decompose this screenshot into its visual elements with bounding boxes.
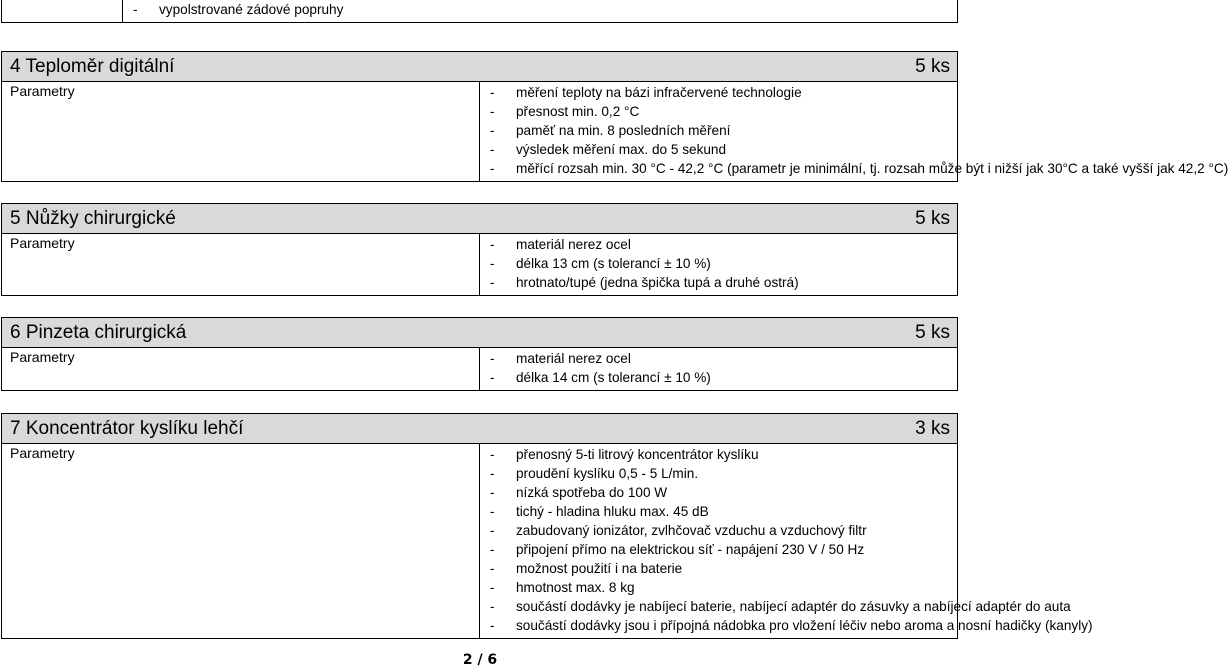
list-item: - paměť na min. 8 posledních měření	[490, 123, 731, 138]
list-item: - hmotnost max. 8 kg	[490, 580, 635, 595]
list-item: - vypolstrované zádové popruhy	[133, 2, 344, 17]
list-item: - měření teploty na bázi infračervené technologie	[490, 85, 802, 100]
list-item: - délka 14 cm (s tolerancí ± 10 %)	[490, 370, 711, 385]
section-header	[2, 414, 958, 444]
list-item: - přesnost min. 0,2 °C	[490, 104, 640, 119]
list-item: - materiál nerez ocel	[490, 351, 631, 366]
parameters-list	[480, 444, 1093, 639]
parameters-label: Parametry	[2, 444, 480, 639]
section-quantity: 3 ks	[915, 418, 950, 439]
list-item: - tichý - hladina hluku max. 45 dB	[490, 504, 709, 519]
parameters-label: Parametry	[2, 234, 480, 296]
section-header	[2, 318, 958, 348]
section-koncentrator	[1, 413, 1093, 639]
section-title: 4 Teploměr digitální	[10, 56, 175, 77]
list-item: - proudění kyslíku 0,5 - 5 L/min.	[490, 466, 699, 481]
list-item: - přenosný 5-ti litrový koncentrátor kyslíku	[490, 447, 759, 462]
parameters-label: Parametry	[2, 348, 480, 391]
section-quantity: 5 ks	[915, 56, 950, 77]
page-number: 2 / 6	[462, 652, 498, 668]
section-pinzeta	[1, 317, 958, 391]
top-item-cell	[123, 0, 958, 23]
empty-label-cell	[2, 0, 123, 23]
section-teplomer	[1, 51, 1228, 182]
section-header	[2, 52, 958, 82]
top-item-row	[1, 0, 958, 23]
list-item: - materiál nerez ocel	[490, 237, 631, 252]
list-item: - nízká spotřeba do 100 W	[490, 485, 668, 500]
section-nuzky	[1, 203, 958, 296]
section-title: 5 Nůžky chirurgické	[10, 208, 176, 229]
list-item: - výsledek měření max. do 5 sekund	[490, 142, 727, 157]
parameters-list	[480, 348, 958, 391]
list-item: - možnost použití i na baterie	[490, 561, 683, 576]
list-item: - zabudovaný ionizátor, zvlhčovač vzduchu a vzduchový filtr	[490, 523, 867, 538]
list-item: - připojení přímo na elektrickou síť - napájení 230 V / 50 Hz	[490, 542, 865, 557]
section-quantity: 5 ks	[915, 208, 950, 229]
list-item: - hrotnato/tupé (jedna špička tupá a druhé ostrá)	[490, 275, 799, 290]
parameters-list	[480, 82, 1228, 182]
list-item: - měřící rozsah min. 30 °C - 42,2 °C (parametr je minimální, tj. rozsah může být i nižší jak 30°C a také vyšší jak 42,2 °C)	[490, 161, 1228, 176]
section-title: 7 Koncentrátor kyslíku lehčí	[10, 418, 244, 439]
section-header	[2, 204, 958, 234]
list-item: - součástí dodávky jsou i přípojná nádobka pro vložení léčiv nebo aroma a nosní hadičky (kanyly)	[490, 618, 1093, 633]
section-title: 6 Pinzeta chirurgická	[10, 322, 187, 343]
section-quantity: 5 ks	[915, 322, 950, 343]
list-item: - součástí dodávky je nabíjecí baterie, nabíjecí adaptér do zásuvky a nabíjecí adaptér do auta	[490, 599, 1071, 614]
parameters-label: Parametry	[2, 82, 480, 182]
parameters-list	[480, 234, 958, 296]
list-item: - délka 13 cm (s tolerancí ± 10 %)	[490, 256, 711, 271]
